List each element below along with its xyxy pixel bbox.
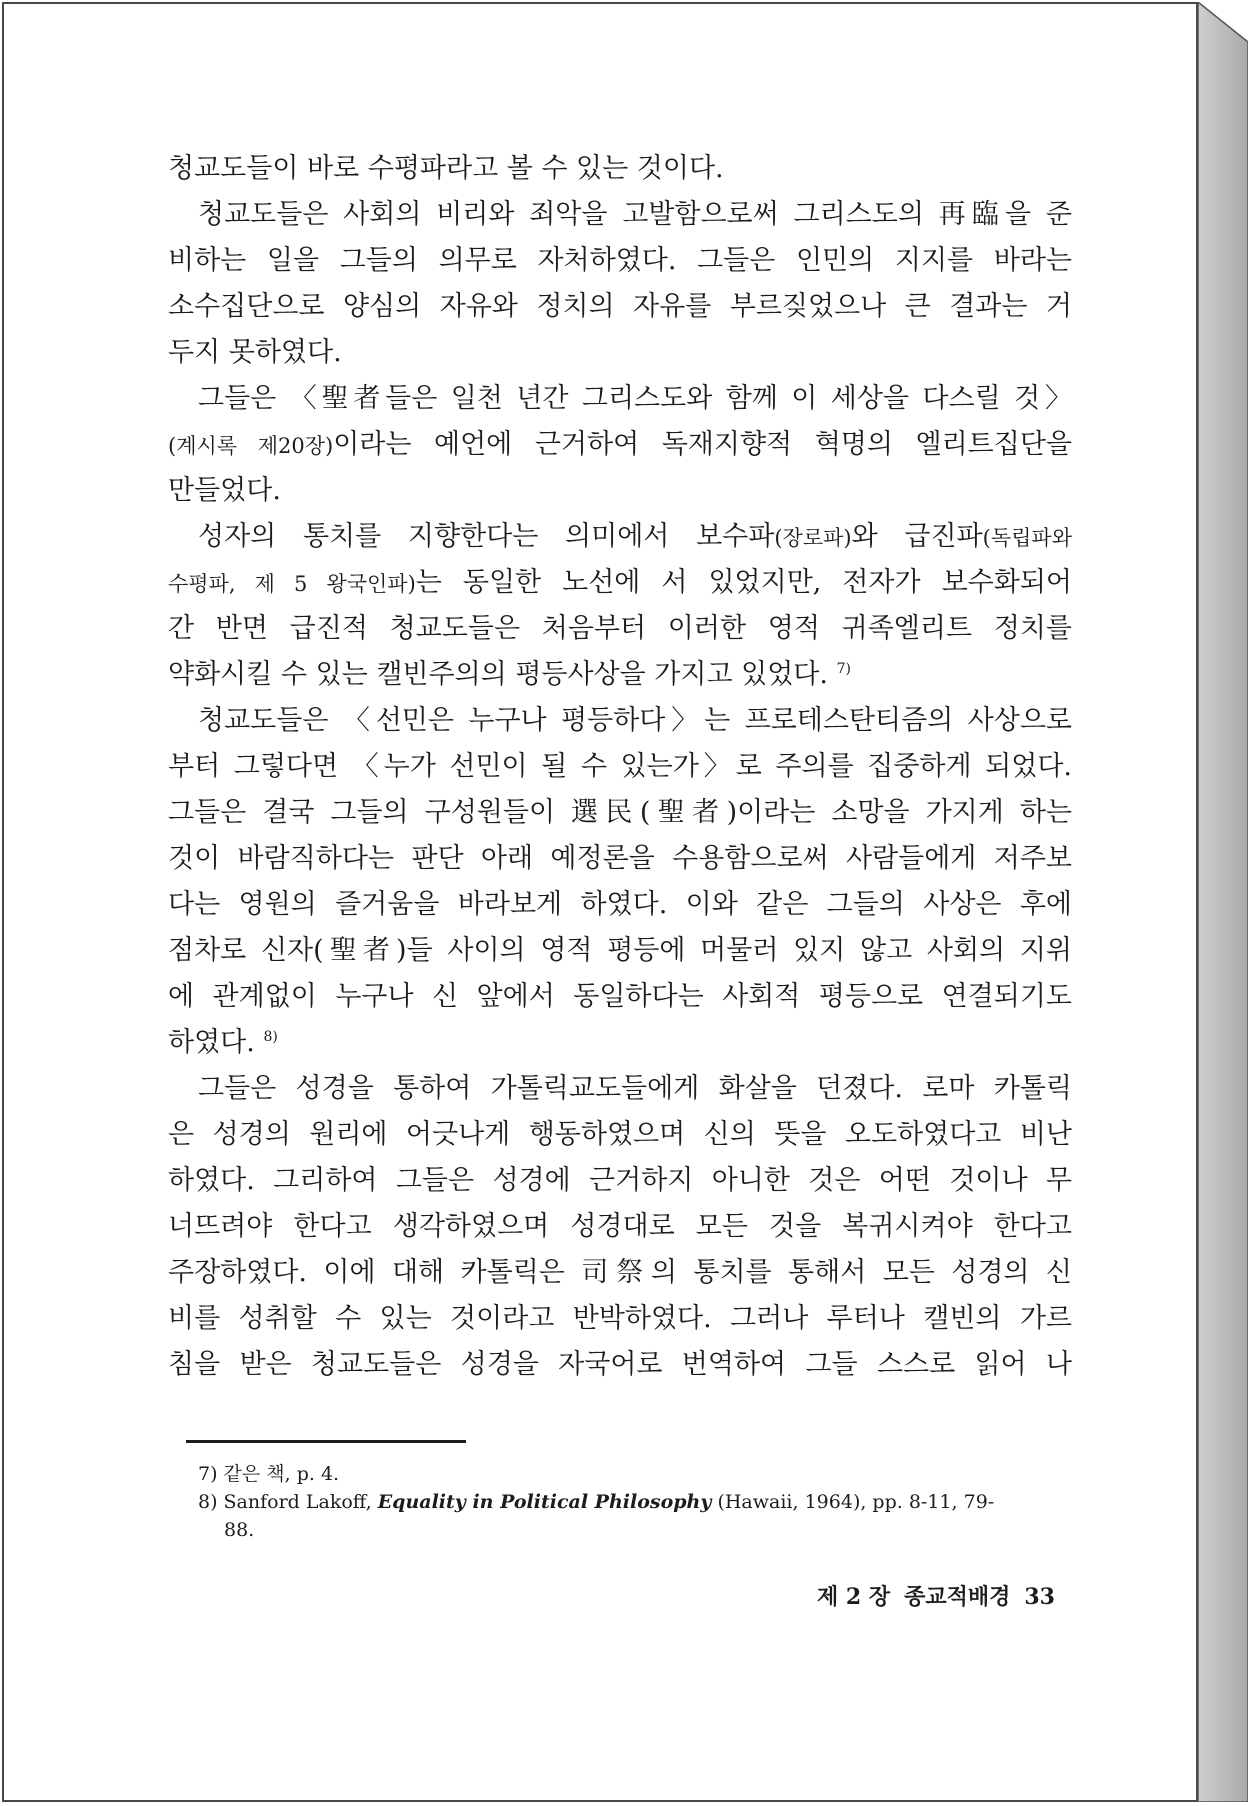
text-line: 그들은 결국 그들의 구성원들이 選民(聖者)이라는 소망을 가지게 하는 bbox=[168, 797, 1072, 828]
text-line: 청교도들은 사회의 비리와 죄악을 고발함으로써 그리스도의 再臨을 준 bbox=[198, 199, 1072, 230]
section-label: 종교적배경 bbox=[904, 1584, 1011, 1610]
text-line bbox=[168, 514, 1072, 560]
page-number: 33 bbox=[1024, 1584, 1055, 1610]
text-line bbox=[168, 422, 1072, 468]
footnote-book-title: Equality in Political Philosophy bbox=[377, 1491, 712, 1513]
text-line: 두지 못하였다. bbox=[168, 337, 342, 368]
text-line bbox=[168, 652, 1072, 698]
scripture-reference: (계시록 제20장) bbox=[168, 434, 334, 458]
text-line: 것이 바람직하다는 판단 아래 예정론을 수용함으로써 사람들에게 저주보 bbox=[168, 843, 1072, 874]
text-line: 점차로 신자(聖者)들 사이의 영적 평등에 머물러 있지 않고 사회의 지위 bbox=[168, 935, 1072, 966]
running-footer bbox=[803, 1580, 1055, 1611]
footnote-marker: 8) bbox=[263, 1029, 278, 1045]
footnote-8 bbox=[198, 1488, 1078, 1516]
footnote-8-continued: 88. bbox=[224, 1519, 255, 1541]
footnote-divider bbox=[186, 1440, 466, 1443]
text-line: 에 관계없이 누구나 신 앞에서 동일하다는 사회적 평등으로 연결되기도 bbox=[168, 981, 1072, 1012]
footnote-7: 7) 같은 책, p. 4. bbox=[198, 1463, 340, 1485]
parenthetical-note: (독립파와 bbox=[982, 526, 1072, 550]
text-line: 주장하였다. 이에 대해 카톨릭은 司祭의 통치를 통해서 모든 성경의 신 bbox=[168, 1257, 1072, 1288]
text-span: 약화시킬 수 있는 캘빈주의의 평등사상을 가지고 있었다. bbox=[168, 659, 828, 690]
parenthetical-note: 수평파, 제 5 왕국인파) bbox=[168, 572, 416, 596]
parenthetical-note: (장로파) bbox=[774, 526, 852, 550]
text-line: 만들었다. bbox=[168, 475, 281, 506]
text-line: 청교도들이 바로 수평파라고 볼 수 있는 것이다. bbox=[168, 153, 724, 184]
text-span: 와 급진파 bbox=[851, 521, 983, 552]
text-span: 이라는 예언에 근거하여 독재지향적 혁명의 엘리트집단을 bbox=[333, 429, 1072, 460]
text-line: 은 성경의 원리에 어긋나게 행동하였으며 신의 뜻을 오도하였다고 비난 bbox=[168, 1119, 1072, 1150]
body-text bbox=[168, 146, 1072, 1388]
text-line: 다는 영원의 즐거움을 바라보게 하였다. 이와 같은 그들의 사상은 후에 bbox=[168, 889, 1072, 920]
text-line bbox=[168, 1020, 1072, 1066]
text-line: 부터 그렇다면 〈누가 선민이 될 수 있는가〉로 주의를 집중하게 되었다. bbox=[168, 751, 1072, 782]
chapter-label: 제 2 장 bbox=[816, 1584, 891, 1610]
text-line: 그들은 성경을 통하여 가톨릭교도들에게 화살을 던졌다. 로마 카톨릭 bbox=[198, 1073, 1072, 1104]
text-line: 침을 받은 청교도들은 성경을 자국어로 번역하여 그들 스스로 읽어 나 bbox=[168, 1349, 1072, 1380]
text-line bbox=[168, 560, 1072, 606]
text-line: 비를 성취할 수 있는 것이라고 반박하였다. 그러나 루터나 캘빈의 가르 bbox=[168, 1303, 1072, 1334]
footnote-publication: (Hawaii, 1964), pp. 8-11, 79- bbox=[717, 1491, 995, 1513]
text-span: 성자의 통치를 지향한다는 의미에서 보수파 bbox=[198, 521, 775, 552]
text-line: 그들은 〈聖者들은 일천 년간 그리스도와 함께 이 세상을 다스릴 것〉 bbox=[198, 383, 1072, 414]
text-span: 는 동일한 노선에 서 있었지만, 전자가 보수화되어 bbox=[415, 567, 1073, 598]
footnotes bbox=[198, 1460, 1078, 1544]
text-line: 비하는 일을 그들의 의무로 자처하였다. 그들은 인민의 지지를 바라는 bbox=[168, 245, 1072, 276]
text-line: 하였다. 그리하여 그들은 성경에 근거하지 아니한 것은 어떤 것이나 무 bbox=[168, 1165, 1072, 1196]
text-line: 청교도들은 〈선민은 누구나 평등하다〉는 프로테스탄티즘의 사상으로 bbox=[198, 705, 1072, 736]
text-line: 간 반면 급진적 청교도들은 처음부터 이러한 영적 귀족엘리트 정치를 bbox=[168, 613, 1072, 644]
text-span: 하였다. bbox=[168, 1027, 255, 1058]
text-line: 너뜨려야 한다고 생각하였으며 성경대로 모든 것을 복귀시켜야 한다고 bbox=[168, 1211, 1072, 1242]
footnote-author: 8) Sanford Lakoff, bbox=[198, 1491, 372, 1513]
footnote-marker: 7) bbox=[836, 661, 851, 677]
text-line: 소수집단으로 양심의 자유와 정치의 자유를 부르짖었으나 큰 결과는 거 bbox=[168, 291, 1072, 322]
page-edge-shadow bbox=[1198, 2, 1248, 1802]
